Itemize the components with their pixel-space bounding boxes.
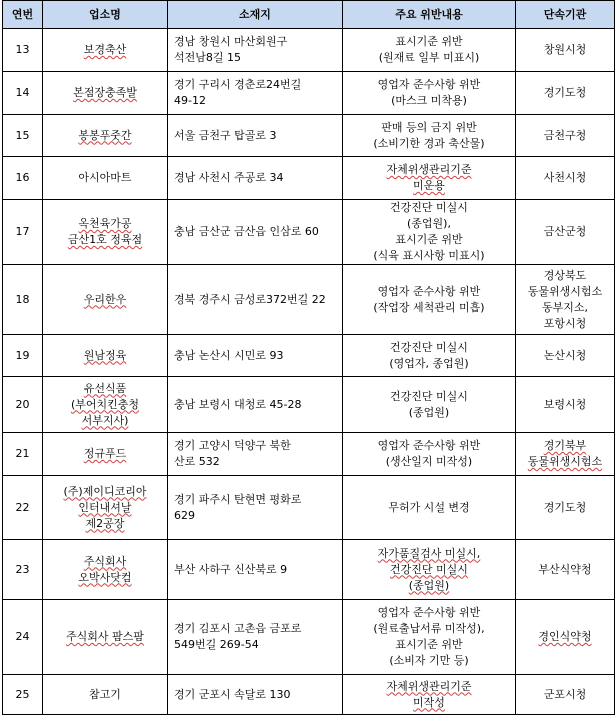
cell-agency — [516, 540, 615, 600]
cell-address-line: 49-12 — [174, 94, 206, 107]
cell-no: 13 — [3, 29, 43, 72]
cell-address-line: 충남 보령시 대청로 45-28 — [174, 397, 302, 411]
cell-agency-line: 동부지소, — [541, 300, 588, 314]
cell-violation-line: 영업자 준수사항 위반 — [377, 606, 481, 619]
cell-no: 21 — [3, 433, 43, 476]
cell-address — [168, 72, 343, 115]
cell-business — [43, 72, 168, 115]
cell-business-line: 참고기 — [89, 687, 121, 701]
cell-agency-line: 사천시청 — [543, 171, 587, 184]
cell-agency — [516, 72, 615, 115]
cell-violation — [343, 377, 516, 433]
table-row — [3, 265, 615, 335]
cell-no: 23 — [3, 540, 43, 600]
cell-business — [43, 29, 168, 72]
cell-violation-line: 영업자 준수사항 위반 — [377, 439, 481, 452]
table-row — [3, 377, 615, 433]
cell-business — [43, 540, 168, 600]
table-row — [3, 476, 615, 540]
cell-violation-line: (마스크 미착용) — [391, 94, 467, 107]
cell-violation-line: 건강진단 미실시 — [390, 389, 468, 403]
cell-violation — [343, 600, 516, 675]
cell-violation-line: (영업자, 종업원) — [389, 356, 469, 370]
cell-address-line: 석전남8길 15 — [174, 51, 241, 64]
cell-violation — [343, 29, 516, 72]
cell-no: 18 — [3, 265, 43, 335]
violation-table — [2, 0, 615, 715]
cell-address — [168, 600, 343, 675]
cell-business — [43, 600, 168, 675]
cell-address — [168, 540, 343, 600]
cell-address-line: 경남 사천시 주공로 34 — [174, 171, 284, 184]
cell-no: 19 — [3, 335, 43, 377]
cell-agency-line: 군포시청 — [543, 687, 587, 701]
cell-business-line: 정규푸드 — [83, 447, 127, 460]
cell-agency — [516, 157, 615, 200]
cell-business — [43, 377, 168, 433]
col-header-address: 소재지 — [168, 1, 343, 29]
cell-address-line: 경북 경주시 금성로372번길 22 — [174, 292, 326, 306]
cell-violation-line: 판매 등의 금지 위반 — [381, 120, 477, 134]
cell-violation-line: (종업원) — [408, 578, 450, 592]
cell-agency — [516, 335, 615, 377]
cell-address-line: 부산 사하구 신산북로 9 — [174, 562, 288, 576]
header-row — [3, 1, 615, 29]
cell-violation-line: 자가품질검사 미실시, — [377, 546, 481, 560]
col-header-violation: 주요 위반내용 — [343, 1, 516, 29]
cell-address — [168, 433, 343, 476]
table-row — [3, 540, 615, 600]
cell-address-line: 경기 군포시 속달로 130 — [174, 687, 291, 701]
cell-agency — [516, 675, 615, 715]
cell-agency-line: 경기도청 — [543, 500, 587, 514]
cell-agency — [516, 265, 615, 335]
cell-agency-line: 보령시청 — [543, 397, 587, 411]
cell-address — [168, 115, 343, 157]
cell-address — [168, 157, 343, 200]
cell-agency-line: 논산시청 — [543, 348, 587, 362]
cell-business — [43, 433, 168, 476]
cell-business-line: 금산1호 정육점 — [67, 233, 143, 246]
cell-business — [43, 335, 168, 377]
cell-address-line: 629 — [174, 508, 195, 522]
cell-business-line: 원남정육 — [83, 348, 127, 362]
cell-violation — [343, 433, 516, 476]
cell-business-line: 아시아마트 — [78, 171, 132, 184]
cell-violation-line: 영업자 준수사항 위반 — [377, 284, 481, 298]
cell-violation-line: 표시기준 위반 — [395, 35, 463, 48]
cell-business-line: 주식회사 — [83, 554, 127, 568]
cell-violation — [343, 265, 516, 335]
cell-agency — [516, 29, 615, 72]
cell-business-line: 우리한우 — [83, 292, 127, 306]
cell-address-line: 충남 논산시 시민로 93 — [174, 348, 284, 362]
cell-address — [168, 200, 343, 265]
cell-agency-line: 경기북부 — [543, 439, 587, 452]
cell-agency-line: 동물위생시험소 — [527, 284, 603, 298]
cell-agency-line: 경상북도 — [543, 268, 587, 282]
table-row — [3, 675, 615, 715]
cell-violation — [343, 200, 516, 265]
cell-no: 15 — [3, 115, 43, 157]
cell-business-line: 인터내셔날 — [78, 500, 132, 514]
cell-address-line: 경기 김포시 고촌읍 금포로 — [174, 622, 302, 635]
cell-address — [168, 476, 343, 540]
cell-violation-line: (소비기한 경과 축산물) — [373, 136, 485, 150]
cell-violation-line: 자체위생관리기준 — [386, 679, 472, 693]
cell-agency — [516, 115, 615, 157]
cell-violation — [343, 72, 516, 115]
cell-business-line: 옥천육가공 — [78, 217, 132, 230]
table-row — [3, 29, 615, 72]
cell-violation-line: (종업원) — [408, 405, 450, 419]
cell-violation-line: 영업자 준수사항 위반 — [377, 78, 481, 91]
cell-business — [43, 115, 168, 157]
table-row — [3, 600, 615, 675]
cell-address-line: 549번길 269-54 — [174, 638, 259, 651]
cell-no: 14 — [3, 72, 43, 115]
cell-business-line: 서부지사) — [81, 413, 129, 427]
cell-violation-line: 표시기준 위반 — [395, 233, 463, 246]
cell-agency-line: 포항시청 — [543, 316, 587, 330]
cell-agency — [516, 377, 615, 433]
cell-agency-line: 경인식약청 — [538, 630, 592, 643]
cell-business-line: (주)제이디코리아 — [63, 484, 147, 498]
cell-violation-line: (작업장 세척관리 미흡) — [373, 300, 485, 314]
cell-violation — [343, 115, 516, 157]
cell-address — [168, 29, 343, 72]
cell-no: 16 — [3, 157, 43, 200]
cell-business-line: (부어치킨충청 — [70, 397, 140, 411]
cell-address-line: 산로 532 — [174, 455, 220, 468]
cell-no: 25 — [3, 675, 43, 715]
cell-address — [168, 265, 343, 335]
cell-address — [168, 335, 343, 377]
cell-business-line: 본점장충족발 — [73, 86, 137, 99]
table-row — [3, 335, 615, 377]
cell-business-line: 유선식품 — [83, 381, 127, 395]
cell-violation-line: (소비자 기만 등) — [389, 654, 469, 667]
table-row — [3, 72, 615, 115]
cell-agency-line: 부산식약청 — [538, 562, 592, 576]
table-row — [3, 115, 615, 157]
cell-business — [43, 200, 168, 265]
cell-business-line: 봉봉푸줏간 — [78, 128, 132, 142]
cell-address-line: 경기 고양시 덕양구 북한 — [174, 439, 291, 452]
cell-agency — [516, 476, 615, 540]
cell-violation-line: 건강진단 미실시 — [390, 562, 468, 576]
cell-agency — [516, 433, 615, 476]
cell-violation-line: 미작성 — [413, 695, 445, 709]
cell-business-line: 보경축산 — [83, 43, 127, 56]
cell-address-line: 충남 금산군 금산읍 인삼로 60 — [174, 225, 319, 238]
cell-address — [168, 675, 343, 715]
cell-business — [43, 265, 168, 335]
cell-violation-line: 자체위생관리기준 — [386, 163, 472, 176]
cell-violation — [343, 335, 516, 377]
cell-no: 22 — [3, 476, 43, 540]
cell-agency-line: 경기도청 — [543, 86, 587, 99]
table-row — [3, 200, 615, 265]
cell-business-line: 주식회사 팜스팜 — [66, 630, 144, 643]
cell-agency-line: 금천구청 — [543, 128, 587, 142]
cell-address-line: 경기 파주시 탄현면 평화로 — [174, 492, 302, 506]
cell-violation-line: 건강진단 미실시 — [390, 201, 468, 214]
cell-address — [168, 377, 343, 433]
cell-violation-line: (종업원), — [407, 217, 451, 230]
col-header-agency: 단속기관 — [516, 1, 615, 29]
cell-violation-line: 미운용 — [413, 179, 445, 192]
table-row — [3, 157, 615, 200]
cell-address-line: 서울 금천구 탑골로 3 — [174, 128, 277, 142]
cell-no: 17 — [3, 200, 43, 265]
cell-violation — [343, 675, 516, 715]
cell-violation — [343, 476, 516, 540]
cell-violation-line: (원재료 일부 미표시) — [378, 51, 480, 64]
cell-violation-line: (생산일지 미작성) — [385, 455, 473, 468]
col-header-no: 연번 — [3, 1, 43, 29]
cell-violation-line: 건강진단 미실시 — [390, 340, 468, 354]
cell-no: 20 — [3, 377, 43, 433]
cell-agency-line: 금산군청 — [543, 225, 587, 238]
cell-violation-line: (식육 표시사항 미표시) — [373, 249, 485, 262]
cell-violation-line: 무허가 시설 변경 — [388, 500, 470, 514]
cell-business — [43, 476, 168, 540]
cell-agency — [516, 600, 615, 675]
col-header-business: 업소명 — [43, 1, 168, 29]
cell-agency-line: 동물위생시험소 — [527, 455, 603, 468]
table-row — [3, 433, 615, 476]
cell-agency-line: 창원시청 — [543, 43, 587, 56]
cell-business — [43, 157, 168, 200]
cell-business — [43, 675, 168, 715]
cell-address-line: 경남 창원시 마산회원구 — [174, 35, 288, 48]
cell-agency — [516, 200, 615, 265]
cell-business-line: 오박사닷컴 — [78, 570, 132, 584]
cell-address-line: 경기 구리시 경춘로24번길 — [174, 78, 302, 91]
cell-violation — [343, 540, 516, 600]
cell-no: 24 — [3, 600, 43, 675]
cell-violation-line: 표시기준 위반 — [395, 638, 463, 651]
cell-violation-line: (원료출납서류 미작성), — [373, 622, 485, 635]
cell-violation — [343, 157, 516, 200]
cell-business-line: 제2공장 — [85, 516, 125, 530]
